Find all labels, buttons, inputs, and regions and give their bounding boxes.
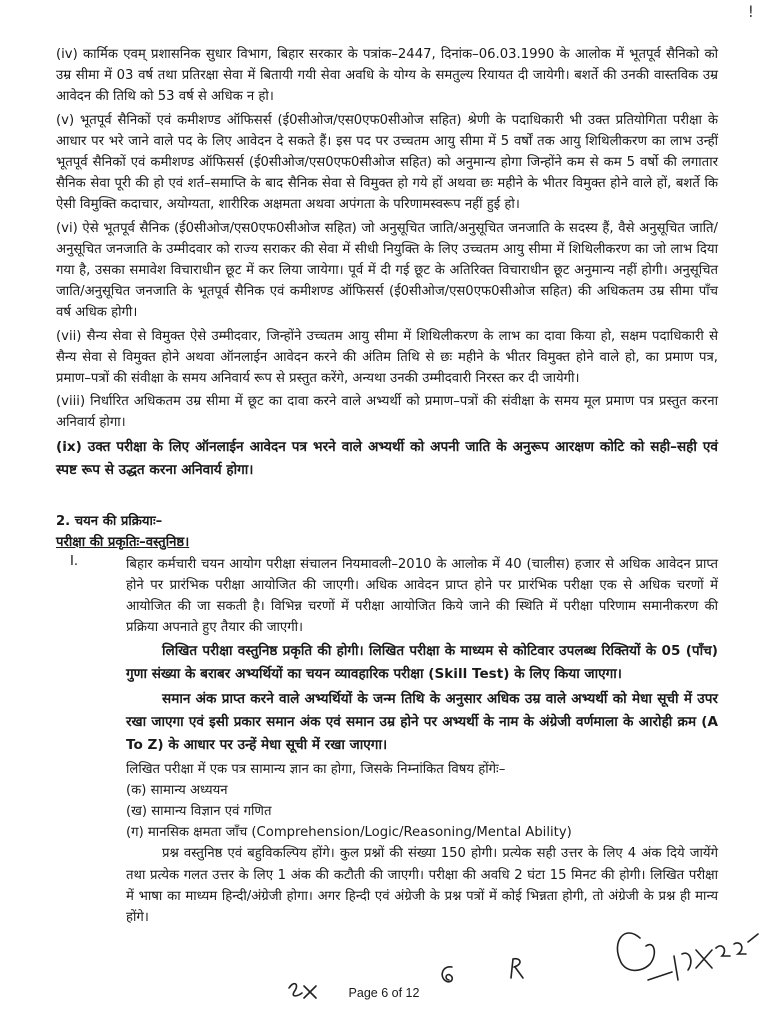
initials-signature-3: [506, 956, 528, 982]
item-details: [56, 640, 718, 928]
bold-paragraph-selection: लिखित परीक्षा वस्तुनिष्ठ प्रकृति की होगी। लिखित परीक्षा के माध्यम से कोटिवार उपलब्ध रिक्तियों के 05 (पाँच) गुणा संख्या के बराबर अभ्यर्थियों का चयन व्यावहारिक परीक्षा (Skill Test) के लिए किया जाएगा।: [126, 643, 718, 683]
paragraph-v: (v) भूतपूर्व सैनिकों एवं कमीशण्ड ऑफिसर्स (ई0सीओज/एस0एफ0सीओज सहित) श्रेणी के पदाधिकारी भी उक्त प्रतियोगिता परीक्षा के आधार पर भरे जाने वाले पद के लिए आवेदन दे सकते हैं। इस पद पर उच्चतम आयु सीमा में 5 वर्षों तक आयु शिथिलीकरण का लाभ उन्हीं भूतपूर्व सैनिकों एवं कमीशण्ड ऑफिसर्स (ई0सीओज/एस0एफ0सीओज सहित) को अनुमान्य होगा जिन्होंने कम से कम 5 वर्षो की लगातार सैनिक सेवा पूरी की हो एवं शर्त–समाप्ति के बाद सैनिक सेवा से विमुक्त हो गये हों अथवा छः महीने के भीतर विमुक्त होने वाले हों, बशर्ते कि ऐसी विमुक्ति कदाचार, अयोग्यता, शारीरिक अक्षमता अथवा अपंगता के परिणामस्वरूप नहीं हुई हो।: [56, 112, 718, 213]
numbered-item: [56, 554, 718, 639]
page-number: Page 6 of 12: [348, 986, 420, 1000]
section-heading: 2. चयन की प्रक्रियाः–: [56, 513, 163, 529]
document-body: [56, 44, 718, 930]
subject-item: (ख) सामान्य विज्ञान एवं गणित: [126, 804, 272, 820]
paragraph-iv: (iv) कार्मिक एवम् प्रशासनिक सुधार विभाग, बिहार सरकार के पत्रांक–2447, दिनांक–06.03.1990 के आलोक में भूतपूर्व सैनिको को उम्र सीमा में 03 वर्ष तथा प्रतिरक्षा सेवा में बितायी गयी सेवा अवधि के योग्य के समतुल्य रियायत दी जायेगी। बशर्ते की उनकी वास्तविक उम्र आवेदन की तिथि को 53 वर्ष से अधिक न हो।: [56, 47, 718, 105]
exam-pattern-paragraph: प्रश्न वस्तुनिष्ठ एवं बहुविकल्पिय होंगे। कुल प्रश्नों की संख्या 150 होगी। प्रत्येक सही उत्तर के लिए 4 अंक दिये जायेंगे तथा प्रत्येक गलत उत्तर के लिए 1 अंक की कटौती की जाएगी। परीक्षा की अवधि 2 घंटा 15 मिनट की होगी। लिखित परीक्षा में भाषा का माध्यम हिन्दी/अंग्रेजी होगा। अगर हिन्दी एवं अंग्रेजी के प्रश्न पत्रों में कोई भिन्नता होगी, तो अंग्रेजी के प्रश्न ही मान्य होंगे।: [126, 846, 718, 926]
subjects-intro: लिखित परीक्षा में एक पत्र सामान्य ज्ञान का होगा, जिसके निम्नांकित विषय होंगेः–: [126, 762, 506, 778]
paragraph-vi: (vi) ऐसे भूतपूर्व सैनिक (ई0सीओज/एस0एफ0सीओज सहित) जो अनुसूचित जाति/अनुसूचित जनजाति के सदस्य हैं, वैसे अनुसूचित जाति/अनुसूचित जनजाति के उम्मीदवार को राज्य सराकर की सेवा में सीधी नियुक्ति के लिए उच्चतम आयु सीमा में शिथिलीकरण का जो लाभ दिया गया है, उसका समावेश विचाराधीन छूट में कर लिया जायेगा। पूर्व में दी गई छूट के अतिरिक्त विचाराधीन छूट अनुमान्य नहीं होगी। अनुसूचित जाति/अनुसूचित जनजाति के भूतपूर्व सैनिक एवं कमीशण्ड ऑफिसर्स (ई0सीओज/एस0एफ0सीओज सहित) की अधिकतम उम्र सीमा पाँच वर्ष अधिक होगी।: [56, 220, 718, 321]
paragraph-vii: (vii) सैन्य सेवा से विमुक्त ऐसे उम्मीदवार, जिन्होंने उच्चतम आयु सीमा में शिथिलीकरण के लाभ का दावा किया हो, सक्षम पदाधिकारी से सैन्य सेवा से विमुक्त होने अथवा ऑनलाईन आवेदन करने की अंतिम तिथि से छः महीने के भीतर विमुक्त होने वाले हो, का प्रमाण पत्र, प्रमाण–पत्रों की संवीक्षा के समय अनिवार्य रूप से प्रस्तुत करेंगे, अन्यथा उनकी उम्मीदवारी निरस्त कर दी जायेगी।: [56, 328, 718, 387]
corner-mark: !: [747, 2, 754, 21]
bold-paragraph-merit: समान अंक प्राप्त करने वाले अभ्यर्थियों के जन्म तिथि के अनुसार अधिक उम्र वाले अभ्यर्थी को मेधा सूची में उपर रखा जाएगा एवं इसी प्रकार समान अंक एवं समान उम्र होने पर अभ्यर्थी के नाम के अंग्रेजी वर्णमाला के आरोही क्रम (A To Z) के आधार पर उन्हें मेधा सूची में रखा जाएगा।: [126, 691, 718, 754]
paragraph-ix: (ix) उक्त परीक्षा के लिए ऑनलाईन आवेदन पत्र भरने वाले अभ्यर्थी को अपनी जाति के अनुरूप आरक्षण कोटि को सही–सही एवं स्पष्ट रूप से उद्धत करना अनिवार्य होगा।: [56, 438, 718, 478]
paragraph-viii: (viii) निर्धारित अधिकतम उम्र सीमा में छूट का दावा करने वाले अभ्यर्थी को प्रमाण–पत्रों की संवीक्षा के समय मूल प्रमाण पत्र प्रस्तुत करना अनिवार्य होगा।: [56, 394, 718, 431]
section-subheading: परीक्षा की प्रकृतिः–वस्तुनिष्ठ।: [56, 534, 190, 550]
subject-item: (ग) मानसिक क्षमता जाँच (Comprehension/Logic/Reasoning/Mental Ability): [126, 825, 572, 841]
subject-item: (क) सामान्य अध्ययन: [126, 783, 228, 799]
item-number: I.: [70, 553, 79, 569]
item-text: बिहार कर्मचारी चयन आयोग परीक्षा संचालन नियमावली–2010 के आलोक में 40 (चालीस) हजार से अधिक आवेदन प्राप्त होने पर प्रारंभिक परीक्षा आयोजित की जाएगी। अधिक आवेदन प्राप्त होने पर प्रारंभिक परीक्षा एक से अधिक चरणों में आयोजित की जा सकती है। विभिन्न चरणों में परीक्षा आयोजित किये जाने की स्थिति में परीक्षा परिणाम समानीकरण की प्रक्रिया अपनाते हुए तैयार की जाएगी।: [126, 556, 718, 636]
